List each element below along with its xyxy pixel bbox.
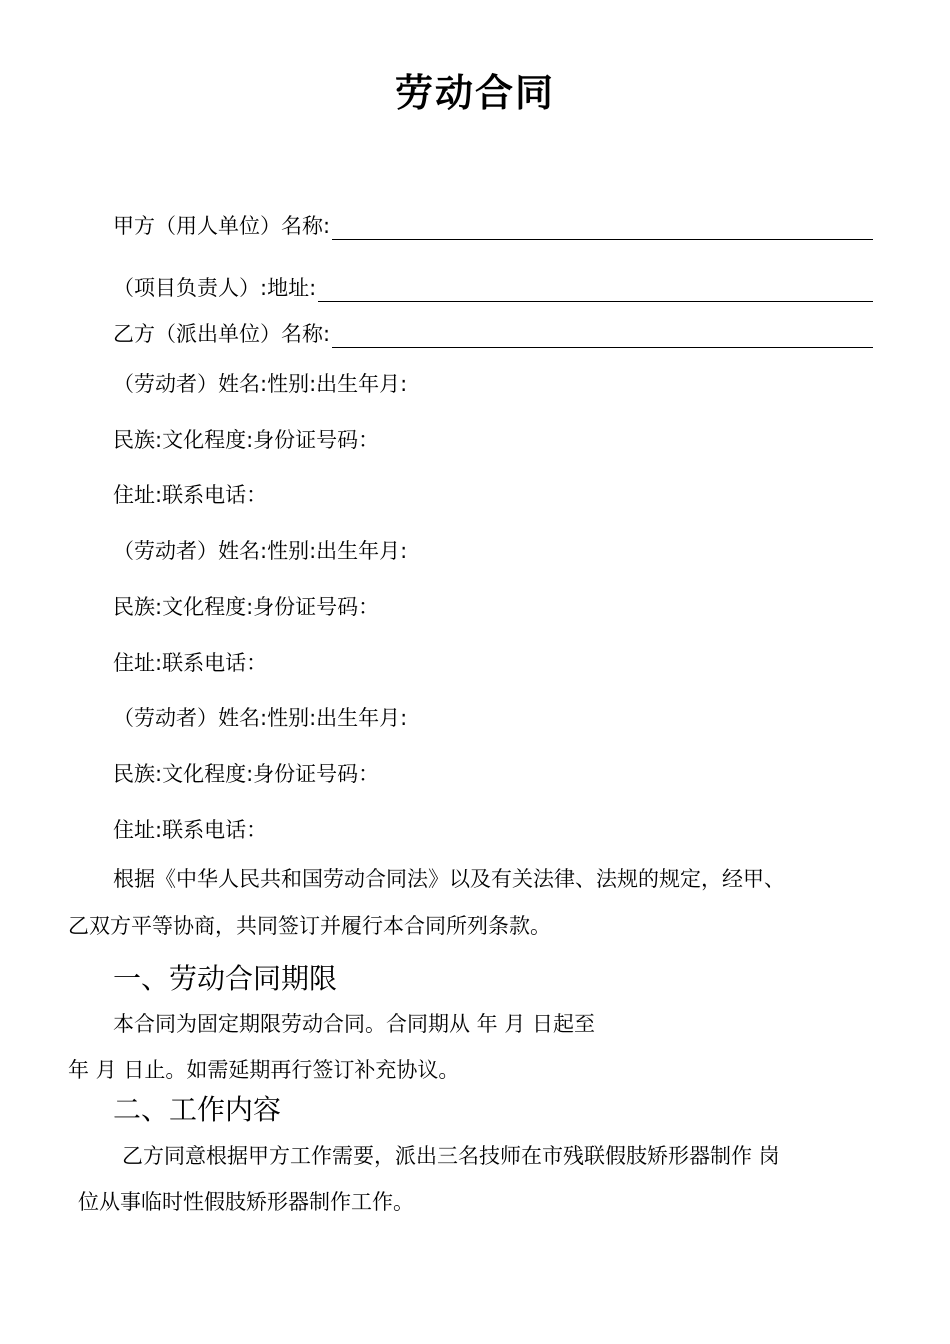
worker-3-address-line: 住址:联系电话： [113,818,268,842]
worker-1-address-line: 住址:联系电话： [113,483,268,507]
worker-2-name-line: （劳动者）姓名:性别:出生年月: [113,539,408,563]
section-2-line-1: 乙方同意根据甲方工作需要，派出三名技师在市残联假肢矫形器制作 岗 [122,1144,780,1168]
worker-1-id-line: 民族:文化程度:身份证号码： [113,428,380,452]
worker-3-name-line: （劳动者）姓名:性别:出生年月: [113,706,408,730]
section-2-heading: 二、工作内容 [113,1093,282,1126]
party-a-name-label: 甲方（用人单位）名称: [113,214,331,238]
worker-2-address-line: 住址:联系电话： [113,651,268,675]
party-b-name-field [113,320,873,348]
worker-1-name-line: （劳动者）姓名:性别:出生年月: [113,372,408,396]
party-a-address-blank [318,281,873,302]
document-title: 劳动合同 [394,71,555,115]
party-a-name-field [113,212,873,240]
intro-paragraph-line-1: 根据《中华人民共和国劳动合同法》以及有关法律、法规的规定，经甲、 [113,867,785,891]
worker-3-id-line: 民族:文化程度:身份证号码： [113,762,380,786]
section-1-line-2: 年 月 日止。如需延期再行签订补充协议。 [68,1058,460,1082]
worker-2-id-line: 民族:文化程度:身份证号码： [113,595,380,619]
intro-paragraph-line-2: 乙双方平等协商，共同签订并履行本合同所列条款。 [68,914,551,938]
section-2-line-2: 位从事临时性假肢矫形器制作工作。 [78,1190,414,1214]
section-1-line-1: 本合同为固定期限劳动合同。合同期从 年 月 日起至 [113,1012,596,1036]
party-a-address-label: （项目负责人）:地址: [113,276,317,300]
party-a-name-blank [332,219,873,240]
party-b-name-blank [332,327,873,348]
party-a-address-field [113,274,873,302]
party-b-name-label: 乙方（派出单位）名称: [113,322,331,346]
section-1-heading: 一、劳动合同期限 [113,962,338,995]
